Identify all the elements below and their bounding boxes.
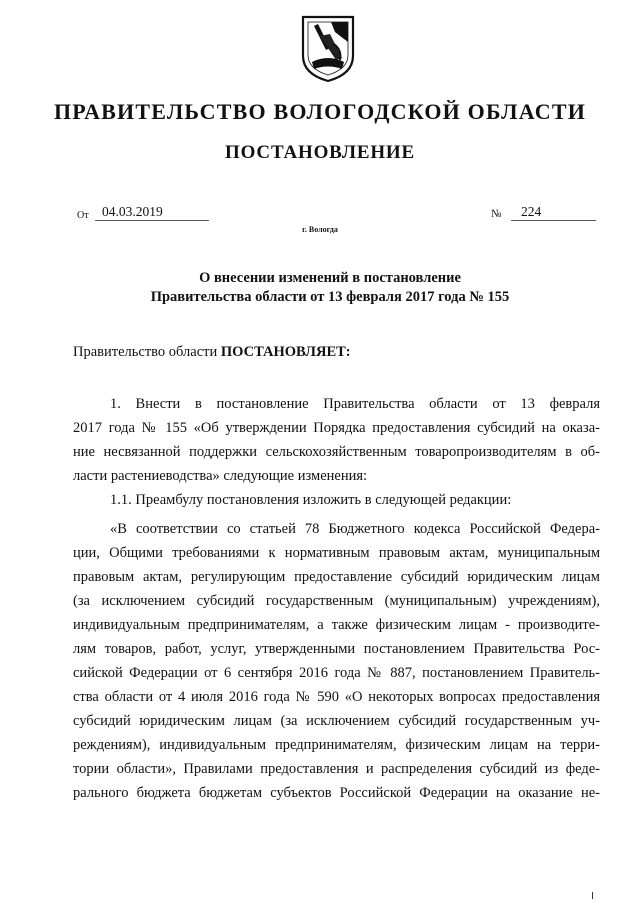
- body-line: лям товаров, работ, услуг, утвержденными постановлением Правительства Рос-: [73, 641, 600, 657]
- organization-name: ПРАВИТЕЛЬСТВО ВОЛОГОДСКОЙ ОБЛАСТИ: [53, 99, 587, 124]
- body-line: 2017 года № 155 «Об утверждении Порядка предоставления субсидий на оказа-: [73, 420, 600, 436]
- coat-of-arms-emblem: [300, 14, 356, 84]
- body-line: правовым актам, регулирующим предоставление субсидий юридическим лицам: [73, 569, 600, 585]
- body-text-block-1: [73, 392, 600, 512]
- body-line: ции, Общими требованиями к нормативным правовым актам, муниципальным: [73, 545, 600, 561]
- body-line: ства области от 4 июля 2016 года № 590 «О некоторых вопросах предоставления: [73, 689, 600, 705]
- date-label: От: [77, 210, 89, 221]
- title-line-2: Правительства области от 13 февраля 2017 года № 155: [150, 289, 510, 305]
- body-line: ласти растениеводства» следующие изменения:: [73, 468, 368, 484]
- city-name: г. Вологда: [302, 225, 338, 234]
- body-line: тории области», Правилами предоставления и распределения субсидий из феде-: [73, 761, 600, 777]
- document-type: ПОСТАНОВЛЕНИЕ: [225, 142, 415, 163]
- title-line-1: О внесении изменений в постановление: [199, 270, 461, 286]
- document-number: 224: [511, 204, 596, 221]
- body-line: рального бюджета бюджетам субъектов Российской Федерации на оказание не-: [73, 785, 600, 801]
- scan-mark: [592, 892, 593, 899]
- body-line: реждениям), индивидуальным предпринимателям, физическим лицам на терри-: [73, 737, 600, 753]
- decree-prefix: Правительство области: [73, 344, 221, 360]
- body-line: (за исключением субсидий государственным (муниципальным) учреждениям),: [73, 593, 600, 609]
- decree-verb: ПОСТАНОВЛЯЕТ:: [220, 344, 351, 360]
- body-line: субсидий юридическим лицам (за исключением субсидий государственным уч-: [73, 713, 600, 729]
- body-text-block-2: [73, 517, 600, 805]
- body-line: 1.1. Преамбулу постановления изложить в следующей редакции:: [110, 492, 512, 508]
- document-title: [60, 269, 600, 307]
- body-line: 1. Внести в постановление Правительства области от 13 февраля: [110, 396, 600, 412]
- body-line: индивидуальным предпринимателям, а также физическим лицам - производите-: [73, 617, 600, 633]
- body-line: «В соответствии со статьей 78 Бюджетного кодекса Российской Федера-: [110, 521, 600, 537]
- document-date: 04.03.2019: [95, 204, 209, 221]
- body-line: ние несвязанной поддержки сельскохозяйственным товаропроизводителям в об-: [73, 444, 600, 460]
- body-line: сийской Федерации от 6 сентября 2016 года № 887, постановлением Правитель-: [73, 665, 600, 681]
- decree-statement: [73, 344, 351, 361]
- number-label: №: [491, 208, 502, 220]
